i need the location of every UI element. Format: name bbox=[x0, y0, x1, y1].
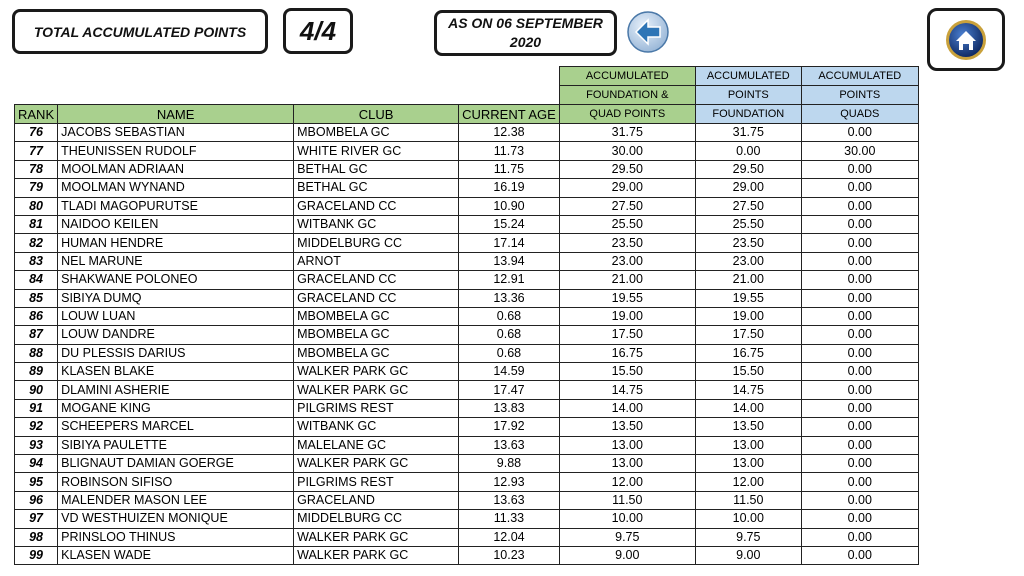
table-row bbox=[15, 491, 919, 509]
points-total-cell: 13.00 bbox=[559, 436, 695, 454]
points-quads-cell: 0.00 bbox=[801, 252, 918, 270]
name-cell: DLAMINI ASHERIE bbox=[58, 381, 294, 399]
header-p2-line3: FOUNDATION bbox=[695, 105, 801, 124]
table-row bbox=[15, 234, 919, 252]
rank-cell: 79 bbox=[15, 179, 58, 197]
name-cell: THEUNISSEN RUDOLF bbox=[58, 142, 294, 160]
points-quads-cell: 0.00 bbox=[801, 381, 918, 399]
points-foundation-cell: 21.00 bbox=[695, 271, 801, 289]
table-row bbox=[15, 215, 919, 233]
name-cell: JACOBS SEBASTIAN bbox=[58, 124, 294, 142]
rank-cell: 76 bbox=[15, 124, 58, 142]
points-foundation-cell: 14.75 bbox=[695, 381, 801, 399]
points-total-cell: 11.50 bbox=[559, 491, 695, 509]
points-foundation-cell: 12.00 bbox=[695, 473, 801, 491]
club-cell: GRACELAND bbox=[294, 491, 459, 509]
points-foundation-cell: 19.00 bbox=[695, 307, 801, 325]
points-total-cell: 27.50 bbox=[559, 197, 695, 215]
points-quads-cell: 0.00 bbox=[801, 215, 918, 233]
rank-cell: 98 bbox=[15, 528, 58, 546]
age-cell: 12.38 bbox=[459, 124, 560, 142]
name-cell: SCHEEPERS MARCEL bbox=[58, 418, 294, 436]
points-total-cell: 14.00 bbox=[559, 399, 695, 417]
points-total-cell: 10.00 bbox=[559, 510, 695, 528]
points-quads-cell: 0.00 bbox=[801, 289, 918, 307]
club-cell: BETHAL GC bbox=[294, 179, 459, 197]
date-line-1: AS ON 06 SEPTEMBER bbox=[448, 15, 603, 31]
name-cell: SIBIYA PAULETTE bbox=[58, 436, 294, 454]
name-cell: BLIGNAUT DAMIAN GOERGE bbox=[58, 455, 294, 473]
rank-cell: 89 bbox=[15, 363, 58, 381]
table-row bbox=[15, 418, 919, 436]
age-cell: 12.91 bbox=[459, 271, 560, 289]
table-row bbox=[15, 344, 919, 362]
date-label bbox=[434, 10, 617, 56]
club-cell: MIDDELBURG CC bbox=[294, 234, 459, 252]
header-p1-line1: ACCUMULATED bbox=[559, 67, 695, 86]
name-cell: NAIDOO KEILEN bbox=[58, 215, 294, 233]
name-cell: TLADI MAGOPURUTSE bbox=[58, 197, 294, 215]
points-foundation-cell: 19.55 bbox=[695, 289, 801, 307]
points-quads-cell: 0.00 bbox=[801, 271, 918, 289]
points-foundation-cell: 23.50 bbox=[695, 234, 801, 252]
age-cell: 11.73 bbox=[459, 142, 560, 160]
rank-cell: 94 bbox=[15, 455, 58, 473]
age-cell: 13.63 bbox=[459, 491, 560, 509]
table-row bbox=[15, 510, 919, 528]
points-foundation-cell: 27.50 bbox=[695, 197, 801, 215]
rank-cell: 78 bbox=[15, 160, 58, 178]
rank-cell: 83 bbox=[15, 252, 58, 270]
header-p3-line2: POINTS bbox=[801, 86, 918, 105]
age-cell: 10.23 bbox=[459, 546, 560, 564]
table-row bbox=[15, 179, 919, 197]
rank-cell: 84 bbox=[15, 271, 58, 289]
club-cell: WALKER PARK GC bbox=[294, 528, 459, 546]
club-cell: ARNOT bbox=[294, 252, 459, 270]
rank-cell: 81 bbox=[15, 215, 58, 233]
club-cell: MBOMBELA GC bbox=[294, 344, 459, 362]
points-foundation-cell: 17.50 bbox=[695, 326, 801, 344]
header-p1-line3: QUAD POINTS bbox=[559, 105, 695, 124]
table-row bbox=[15, 252, 919, 270]
name-cell: PRINSLOO THINUS bbox=[58, 528, 294, 546]
rank-cell: 82 bbox=[15, 234, 58, 252]
points-quads-cell: 0.00 bbox=[801, 436, 918, 454]
rank-cell: 88 bbox=[15, 344, 58, 362]
points-total-cell: 16.75 bbox=[559, 344, 695, 362]
name-cell: SIBIYA DUMQ bbox=[58, 289, 294, 307]
age-cell: 15.24 bbox=[459, 215, 560, 233]
points-quads-cell: 0.00 bbox=[801, 344, 918, 362]
points-foundation-cell: 31.75 bbox=[695, 124, 801, 142]
points-total-cell: 19.55 bbox=[559, 289, 695, 307]
table-row bbox=[15, 436, 919, 454]
points-foundation-cell: 13.50 bbox=[695, 418, 801, 436]
rank-cell: 91 bbox=[15, 399, 58, 417]
points-total-cell: 25.50 bbox=[559, 215, 695, 233]
header-p1-line2: FOUNDATION & bbox=[559, 86, 695, 105]
rank-cell: 80 bbox=[15, 197, 58, 215]
back-arrow-icon bbox=[627, 11, 669, 53]
name-cell: VD WESTHUIZEN MONIQUE bbox=[58, 510, 294, 528]
points-quads-cell: 0.00 bbox=[801, 399, 918, 417]
age-cell: 13.83 bbox=[459, 399, 560, 417]
club-cell: GRACELAND CC bbox=[294, 271, 459, 289]
header-rank: RANK bbox=[15, 105, 58, 124]
points-foundation-cell: 9.75 bbox=[695, 528, 801, 546]
club-cell: MBOMBELA GC bbox=[294, 326, 459, 344]
name-cell: MALENDER MASON LEE bbox=[58, 491, 294, 509]
points-foundation-cell: 25.50 bbox=[695, 215, 801, 233]
rank-cell: 87 bbox=[15, 326, 58, 344]
table-row bbox=[15, 326, 919, 344]
club-cell: PILGRIMS REST bbox=[294, 473, 459, 491]
points-foundation-cell: 16.75 bbox=[695, 344, 801, 362]
age-cell: 0.68 bbox=[459, 307, 560, 325]
points-total-cell: 29.00 bbox=[559, 179, 695, 197]
points-total-cell: 9.75 bbox=[559, 528, 695, 546]
points-total-cell: 17.50 bbox=[559, 326, 695, 344]
points-total-cell: 15.50 bbox=[559, 363, 695, 381]
points-total-cell: 14.75 bbox=[559, 381, 695, 399]
header-p2-line1: ACCUMULATED bbox=[695, 67, 801, 86]
points-quads-cell: 0.00 bbox=[801, 546, 918, 564]
club-cell: MIDDELBURG CC bbox=[294, 510, 459, 528]
name-cell: LOUW DANDRE bbox=[58, 326, 294, 344]
points-quads-cell: 0.00 bbox=[801, 307, 918, 325]
club-cell: PILGRIMS REST bbox=[294, 399, 459, 417]
table-row bbox=[15, 363, 919, 381]
points-total-cell: 23.50 bbox=[559, 234, 695, 252]
table-row bbox=[15, 528, 919, 546]
points-quads-cell: 0.00 bbox=[801, 234, 918, 252]
points-foundation-cell: 29.50 bbox=[695, 160, 801, 178]
name-cell: HUMAN HENDRE bbox=[58, 234, 294, 252]
name-cell: MOGANE KING bbox=[58, 399, 294, 417]
club-cell: MALELANE GC bbox=[294, 436, 459, 454]
points-quads-cell: 0.00 bbox=[801, 363, 918, 381]
points-quads-cell: 0.00 bbox=[801, 491, 918, 509]
table-row bbox=[15, 289, 919, 307]
name-cell: LOUW LUAN bbox=[58, 307, 294, 325]
points-foundation-cell: 14.00 bbox=[695, 399, 801, 417]
table-row bbox=[15, 399, 919, 417]
table-row bbox=[15, 271, 919, 289]
back-button[interactable] bbox=[627, 11, 669, 53]
club-cell: WITBANK GC bbox=[294, 418, 459, 436]
table-row bbox=[15, 307, 919, 325]
club-cell: WALKER PARK GC bbox=[294, 381, 459, 399]
table-row bbox=[15, 455, 919, 473]
club-cell: WALKER PARK GC bbox=[294, 546, 459, 564]
rank-cell: 85 bbox=[15, 289, 58, 307]
age-cell: 14.59 bbox=[459, 363, 560, 381]
table-body bbox=[15, 124, 919, 565]
age-cell: 9.88 bbox=[459, 455, 560, 473]
age-cell: 13.63 bbox=[459, 436, 560, 454]
date-line-2: 2020 bbox=[509, 34, 542, 50]
club-cell: WHITE RIVER GC bbox=[294, 142, 459, 160]
age-cell: 17.14 bbox=[459, 234, 560, 252]
club-cell: GRACELAND CC bbox=[294, 197, 459, 215]
header-p2-line2: POINTS bbox=[695, 86, 801, 105]
name-cell: MOOLMAN ADRIAAN bbox=[58, 160, 294, 178]
points-quads-cell: 0.00 bbox=[801, 510, 918, 528]
name-cell: MOOLMAN WYNAND bbox=[58, 179, 294, 197]
rank-cell: 99 bbox=[15, 546, 58, 564]
points-quads-cell: 0.00 bbox=[801, 326, 918, 344]
name-cell: DU PLESSIS DARIUS bbox=[58, 344, 294, 362]
points-total-cell: 23.00 bbox=[559, 252, 695, 270]
age-cell: 17.92 bbox=[459, 418, 560, 436]
points-quads-cell: 0.00 bbox=[801, 528, 918, 546]
rank-cell: 95 bbox=[15, 473, 58, 491]
age-cell: 10.90 bbox=[459, 197, 560, 215]
points-foundation-cell: 23.00 bbox=[695, 252, 801, 270]
name-cell: NEL MARUNE bbox=[58, 252, 294, 270]
points-foundation-cell: 13.00 bbox=[695, 455, 801, 473]
age-cell: 12.04 bbox=[459, 528, 560, 546]
rank-cell: 92 bbox=[15, 418, 58, 436]
points-quads-cell: 0.00 bbox=[801, 124, 918, 142]
points-quads-cell: 0.00 bbox=[801, 455, 918, 473]
table-row bbox=[15, 142, 919, 160]
points-foundation-cell: 13.00 bbox=[695, 436, 801, 454]
points-table bbox=[14, 66, 919, 565]
points-total-cell: 12.00 bbox=[559, 473, 695, 491]
table-row bbox=[15, 473, 919, 491]
points-total-cell: 13.00 bbox=[559, 455, 695, 473]
home-icon bbox=[945, 19, 987, 61]
club-cell: MBOMBELA GC bbox=[294, 124, 459, 142]
table-row bbox=[15, 197, 919, 215]
points-total-cell: 9.00 bbox=[559, 546, 695, 564]
page-title: TOTAL ACCUMULATED POINTS bbox=[12, 9, 268, 54]
age-cell: 13.36 bbox=[459, 289, 560, 307]
header-spacer bbox=[15, 67, 560, 105]
points-foundation-cell: 0.00 bbox=[695, 142, 801, 160]
rank-cell: 96 bbox=[15, 491, 58, 509]
header-p3-line1: ACCUMULATED bbox=[801, 67, 918, 86]
table-row bbox=[15, 124, 919, 142]
points-total-cell: 19.00 bbox=[559, 307, 695, 325]
points-foundation-cell: 29.00 bbox=[695, 179, 801, 197]
club-cell: WALKER PARK GC bbox=[294, 455, 459, 473]
name-cell: KLASEN BLAKE bbox=[58, 363, 294, 381]
points-total-cell: 30.00 bbox=[559, 142, 695, 160]
points-quads-cell: 0.00 bbox=[801, 473, 918, 491]
table-row bbox=[15, 546, 919, 564]
points-foundation-cell: 11.50 bbox=[695, 491, 801, 509]
points-quads-cell: 0.00 bbox=[801, 160, 918, 178]
club-cell: WITBANK GC bbox=[294, 215, 459, 233]
header-name: NAME bbox=[58, 105, 294, 124]
age-cell: 13.94 bbox=[459, 252, 560, 270]
rank-cell: 77 bbox=[15, 142, 58, 160]
points-total-cell: 31.75 bbox=[559, 124, 695, 142]
points-total-cell: 21.00 bbox=[559, 271, 695, 289]
club-cell: WALKER PARK GC bbox=[294, 363, 459, 381]
age-cell: 12.93 bbox=[459, 473, 560, 491]
age-cell: 0.68 bbox=[459, 344, 560, 362]
points-quads-cell: 30.00 bbox=[801, 142, 918, 160]
club-cell: BETHAL GC bbox=[294, 160, 459, 178]
page-indicator: 4/4 bbox=[283, 8, 353, 54]
age-cell: 11.33 bbox=[459, 510, 560, 528]
rank-cell: 90 bbox=[15, 381, 58, 399]
name-cell: SHAKWANE POLONEO bbox=[58, 271, 294, 289]
points-foundation-cell: 10.00 bbox=[695, 510, 801, 528]
rank-cell: 97 bbox=[15, 510, 58, 528]
header-age: CURRENT AGE bbox=[459, 105, 560, 124]
rank-cell: 86 bbox=[15, 307, 58, 325]
home-button[interactable] bbox=[927, 8, 1005, 71]
table-row bbox=[15, 160, 919, 178]
points-foundation-cell: 9.00 bbox=[695, 546, 801, 564]
points-quads-cell: 0.00 bbox=[801, 418, 918, 436]
points-total-cell: 29.50 bbox=[559, 160, 695, 178]
name-cell: ROBINSON SIFISO bbox=[58, 473, 294, 491]
age-cell: 17.47 bbox=[459, 381, 560, 399]
header-p3-line3: QUADS bbox=[801, 105, 918, 124]
age-cell: 11.75 bbox=[459, 160, 560, 178]
points-total-cell: 13.50 bbox=[559, 418, 695, 436]
club-cell: MBOMBELA GC bbox=[294, 307, 459, 325]
points-quads-cell: 0.00 bbox=[801, 179, 918, 197]
points-foundation-cell: 15.50 bbox=[695, 363, 801, 381]
club-cell: GRACELAND CC bbox=[294, 289, 459, 307]
points-quads-cell: 0.00 bbox=[801, 197, 918, 215]
age-cell: 16.19 bbox=[459, 179, 560, 197]
header-club: CLUB bbox=[294, 105, 459, 124]
name-cell: KLASEN WADE bbox=[58, 546, 294, 564]
table-row bbox=[15, 381, 919, 399]
age-cell: 0.68 bbox=[459, 326, 560, 344]
rank-cell: 93 bbox=[15, 436, 58, 454]
